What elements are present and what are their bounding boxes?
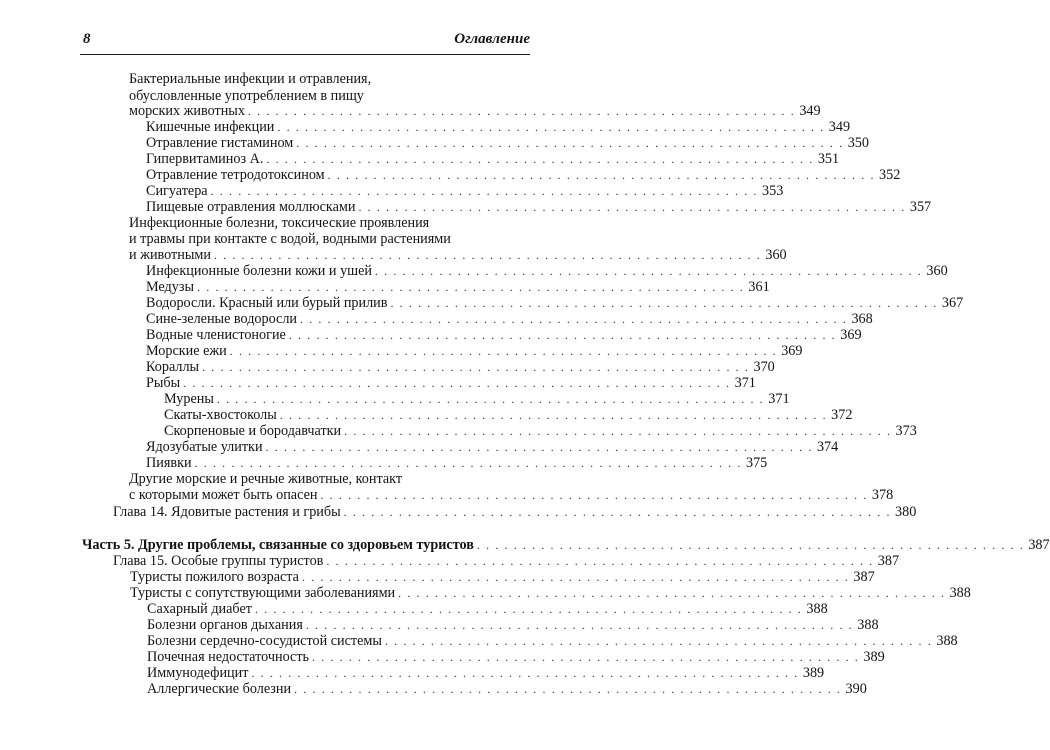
leader-dots: . . . . . . . . . . . . . . . . . . . . . . . . . . . . . . . . . . . . . . . . . . . . . . . . . . . . . . . . . . . . — [294, 682, 842, 696]
leader-dots: . . . . . . . . . . . . . . . . . . . . . . . . . . . . . . . . . . . . . . . . . . . . . . . . . . . . . . . . . . . . — [251, 666, 799, 680]
toc-text: Инфекционные болезни кожи и ушей — [146, 263, 372, 279]
page-number: 8 — [83, 31, 91, 47]
leader-dots: . . . . . . . . . . . . . . . . . . . . . . . . . . . . . . . . . . . . . . . . . . . . . . . . . . . . . . . . . . . . — [358, 200, 906, 214]
toc-page-number: 349 — [799, 103, 821, 119]
toc-page-number: 352 — [879, 167, 901, 183]
toc-page-number: 387 — [877, 553, 900, 569]
leader-dots: . . . . . . . . . . . . . . . . . . . . . . . . . . . . . . . . . . . . . . . . . . . . . . . . . . . . . . . . . . . . — [202, 360, 750, 374]
leader-dots: . . . . . . . . . . . . . . . . . . . . . . . . . . . . . . . . . . . . . . . . . . . . . . . . . . . . . . . . . . . . — [197, 280, 745, 294]
toc-page-number: 369 — [840, 327, 862, 343]
toc-text: Сине-зеленые водоросли — [146, 311, 298, 327]
leader-dots: . . . . . . . . . . . . . . . . . . . . . . . . . . . . . . . . . . . . . . . . . . . . . . . . . . . . . . . . . . . . — [312, 650, 860, 664]
leader-dots: . . . . . . . . . . . . . . . . . . . . . . . . . . . . . . . . . . . . . . . . . . . . . . . . . . . . . . . . . . . . — [247, 104, 796, 118]
toc-text: с которыми может быть опасен — [129, 487, 318, 503]
toc-text: Туристы с сопутствующими заболеваниями — [130, 585, 396, 601]
toc-text: Туристы пожилого возраста — [130, 569, 299, 585]
leader-dots: . . . . . . . . . . . . . . . . . . . . . . . . . . . . . . . . . . . . . . . . . . . . . . . . . . . . . . . . . . . . — [213, 248, 762, 262]
toc-page-number: 378 — [871, 487, 894, 503]
toc-page-number: 373 — [895, 423, 917, 439]
toc-page-number: 357 — [909, 199, 932, 215]
toc-text: Другие морские и речные животные, контакт — [129, 471, 403, 487]
toc-text: Ядозубатые улитки — [146, 439, 263, 455]
toc-page-number: 360 — [926, 263, 948, 279]
toc-text: Пищевые отравления моллюсками — [146, 199, 356, 215]
toc-text: Сахарный диабет — [147, 601, 252, 617]
leader-dots: . . . . . . . . . . . . . . . . . . . . . . . . . . . . . . . . . . . . . . . . . . . . . . . . . . . . . . . . . . . . — [210, 184, 759, 198]
toc-entry — [113, 503, 917, 521]
leader-dots: . . . . . . . . . . . . . . . . . . . . . . . . . . . . . . . . . . . . . . . . . . . . . . . . . . . . . . . . . . . . — [384, 634, 933, 648]
leader-dots: . . . . . . . . . . . . . . . . . . . . . . . . . . . . . . . . . . . . . . . . . . . . . . . . . . . . . . . . . . . . — [229, 344, 778, 358]
toc-text: Отравление гистамином — [146, 135, 294, 151]
toc-page-number: 380 — [895, 504, 917, 520]
toc-page-number: 350 — [847, 135, 869, 151]
toc-text: Скорпеновые и бородавчатки — [164, 423, 342, 439]
toc-page-number: 371 — [734, 375, 756, 391]
toc-text: Глава 14. Ядовитые растения и грибы — [113, 504, 341, 520]
toc-page-number: 370 — [753, 359, 775, 375]
leader-dots: . . . . . . . . . . . . . . . . . . . . . . . . . . . . . . . . . . . . . . . . . . . . . . . . . . . . . . . . . . . . — [344, 424, 892, 438]
toc-page-number: 388 — [857, 617, 879, 633]
toc-text: Болезни сердечно-сосудистой системы — [147, 633, 382, 649]
toc-text: Морские ежи — [146, 343, 227, 359]
toc-page-number: 367 — [941, 295, 964, 311]
toc-page-number: 388 — [936, 633, 958, 649]
leader-dots: . . . . . . . . . . . . . . . . . . . . . . . . . . . . . . . . . . . . . . . . . . . . . . . . . . . . . . . . . . . . — [305, 618, 854, 632]
toc-page-number: 374 — [816, 439, 839, 455]
toc-text: Отравление тетродотоксином — [146, 167, 325, 183]
toc-page-number: 351 — [817, 151, 840, 167]
toc-text: Кишечные инфекции — [146, 119, 275, 135]
leader-dots: . . . . . . . . . . . . . . . . . . . . . . . . . . . . . . . . . . . . . . . . . . . . . . . . . . . . . . . . . . . . — [301, 570, 850, 584]
toc-page-number: 360 — [765, 247, 787, 263]
toc-text: Сигуатера — [146, 183, 208, 199]
toc-page-number: 368 — [851, 311, 873, 327]
leader-dots: . . . . . . . . . . . . . . . . . . . . . . . . . . . . . . . . . . . . . . . . . . . . . . . . . . . . . . . . . . . . — [390, 296, 938, 310]
leader-dots: . . . . . . . . . . . . . . . . . . . . . . . . . . . . . . . . . . . . . . . . . . . . . . . . . . . . . . . . . . . . — [265, 440, 813, 454]
leader-dots: . . . . . . . . . . . . . . . . . . . . . . . . . . . . . . . . . . . . . . . . . . . . . . . . . . . . . . . . . . . . — [343, 505, 892, 519]
leader-dots: . . . . . . . . . . . . . . . . . . . . . . . . . . . . . . . . . . . . . . . . . . . . . . . . . . . . . . . . . . . . — [279, 408, 828, 422]
leader-dots: . . . . . . . . . . . . . . . . . . . . . . . . . . . . . . . . . . . . . . . . . . . . . . . . . . . . . . . . . . . . — [327, 168, 876, 182]
leader-dots: . . . . . . . . . . . . . . . . . . . . . . . . . . . . . . . . . . . . . . . . . . . . . . . . . . . . . . . . . . . . — [266, 152, 814, 166]
toc-page-number: 372 — [831, 407, 853, 423]
leader-dots: . . . . . . . . . . . . . . . . . . . . . . . . . . . . . . . . . . . . . . . . . . . . . . . . . . . . . . . . . . . . — [374, 264, 923, 278]
toc-page-number: 369 — [781, 343, 803, 359]
toc-page-number: 388 — [806, 601, 828, 617]
toc-text: Гипервитаминоз А. — [146, 151, 264, 167]
toc-text: Кораллы — [146, 359, 200, 375]
toc-page-number: 361 — [748, 279, 770, 295]
toc-page-number: 387 — [853, 569, 875, 585]
toc-entry — [129, 486, 894, 504]
leader-dots: . . . . . . . . . . . . . . . . . . . . . . . . . . . . . . . . . . . . . . . . . . . . . . . . . . . . . . . . . . . . — [300, 312, 848, 326]
toc-text: Скаты-хвостоколы — [164, 407, 277, 423]
toc-page-number: 388 — [949, 585, 971, 601]
toc-text: Мурены — [164, 391, 214, 407]
toc-page-number: 389 — [802, 665, 825, 681]
leader-dots: . . . . . . . . . . . . . . . . . . . . . . . . . . . . . . . . . . . . . . . . . . . . . . . . . . . . . . . . . . . . — [320, 488, 868, 502]
toc-page-number: 390 — [845, 681, 867, 697]
toc-text: Бактериальные инфекции и отравления, — [129, 71, 372, 87]
leader-dots: . . . . . . . . . . . . . . . . . . . . . . . . . . . . . . . . . . . . . . . . . . . . . . . . . . . . . . . . . . . . — [183, 376, 731, 390]
toc-text: Инфекционные болезни, токсические проявления — [129, 215, 430, 231]
leader-dots: . . . . . . . . . . . . . . . . . . . . . . . . . . . . . . . . . . . . . . . . . . . . . . . . . . . . . . . . . . . . — [194, 456, 742, 470]
toc-text: Аллергические болезни — [147, 681, 292, 697]
toc-text: Медузы — [146, 279, 194, 295]
leader-dots: . . . . . . . . . . . . . . . . . . . . . . . . . . . . . . . . . . . . . . . . . . . . . . . . . . . . . . . . . . . . — [398, 586, 946, 600]
toc-page-number: 389 — [863, 649, 885, 665]
toc-page-number: 375 — [745, 455, 768, 471]
toc-text: Водоросли. Красный или бурый прилив — [146, 295, 388, 311]
toc-line — [129, 70, 528, 88]
leader-dots: . . . . . . . . . . . . . . . . . . . . . . . . . . . . . . . . . . . . . . . . . . . . . . . . . . . . . . . . . . . . — [288, 328, 837, 342]
toc-text: Иммунодефицит — [147, 665, 249, 681]
leader-dots: . . . . . . . . . . . . . . . . . . . . . . . . . . . . . . . . . . . . . . . . . . . . . . . . . . . . . . . . . . . . — [296, 136, 844, 150]
toc-page-number: 387 — [1028, 537, 1050, 553]
toc-entry — [147, 680, 867, 698]
toc-page-number: 371 — [768, 391, 790, 407]
toc-text: Глава 15. Особые группы туристов — [113, 553, 324, 569]
toc-text: Часть 5. Другие проблемы, связанные со здоровьем туристов — [82, 537, 474, 553]
running-title: Оглавление — [454, 31, 530, 47]
toc-text: Рыбы — [146, 375, 181, 391]
toc-text: Водные членистоногие — [146, 327, 286, 343]
leader-dots: . . . . . . . . . . . . . . . . . . . . . . . . . . . . . . . . . . . . . . . . . . . . . . . . . . . . . . . . . . . . — [277, 120, 825, 134]
toc-text: и животными — [129, 247, 211, 263]
toc-page-number: 353 — [762, 183, 784, 199]
leader-dots: . . . . . . . . . . . . . . . . . . . . . . . . . . . . . . . . . . . . . . . . . . . . . . . . . . . . . . . . . . . . — [326, 554, 874, 568]
toc-text: Болезни органов дыхания — [147, 617, 303, 633]
toc-page-number: 349 — [828, 119, 851, 135]
leader-dots: . . . . . . . . . . . . . . . . . . . . . . . . . . . . . . . . . . . . . . . . . . . . . . . . . . . . . . . . . . . . — [254, 602, 803, 616]
leader-dots: . . . . . . . . . . . . . . . . . . . . . . . . . . . . . . . . . . . . . . . . . . . . . . . . . . . . . . . . . . . . — [476, 538, 1025, 552]
toc-text: и травмы при контакте с водой, водными растениями — [129, 231, 451, 247]
toc-text: Пиявки — [146, 455, 192, 471]
toc-text: Почечная недостаточность — [147, 649, 309, 665]
leader-dots: . . . . . . . . . . . . . . . . . . . . . . . . . . . . . . . . . . . . . . . . . . . . . . . . . . . . . . . . . . . . — [216, 392, 765, 406]
toc-text: обусловленные употреблением в пищу — [129, 88, 364, 104]
toc-text: морских животных — [129, 103, 245, 119]
